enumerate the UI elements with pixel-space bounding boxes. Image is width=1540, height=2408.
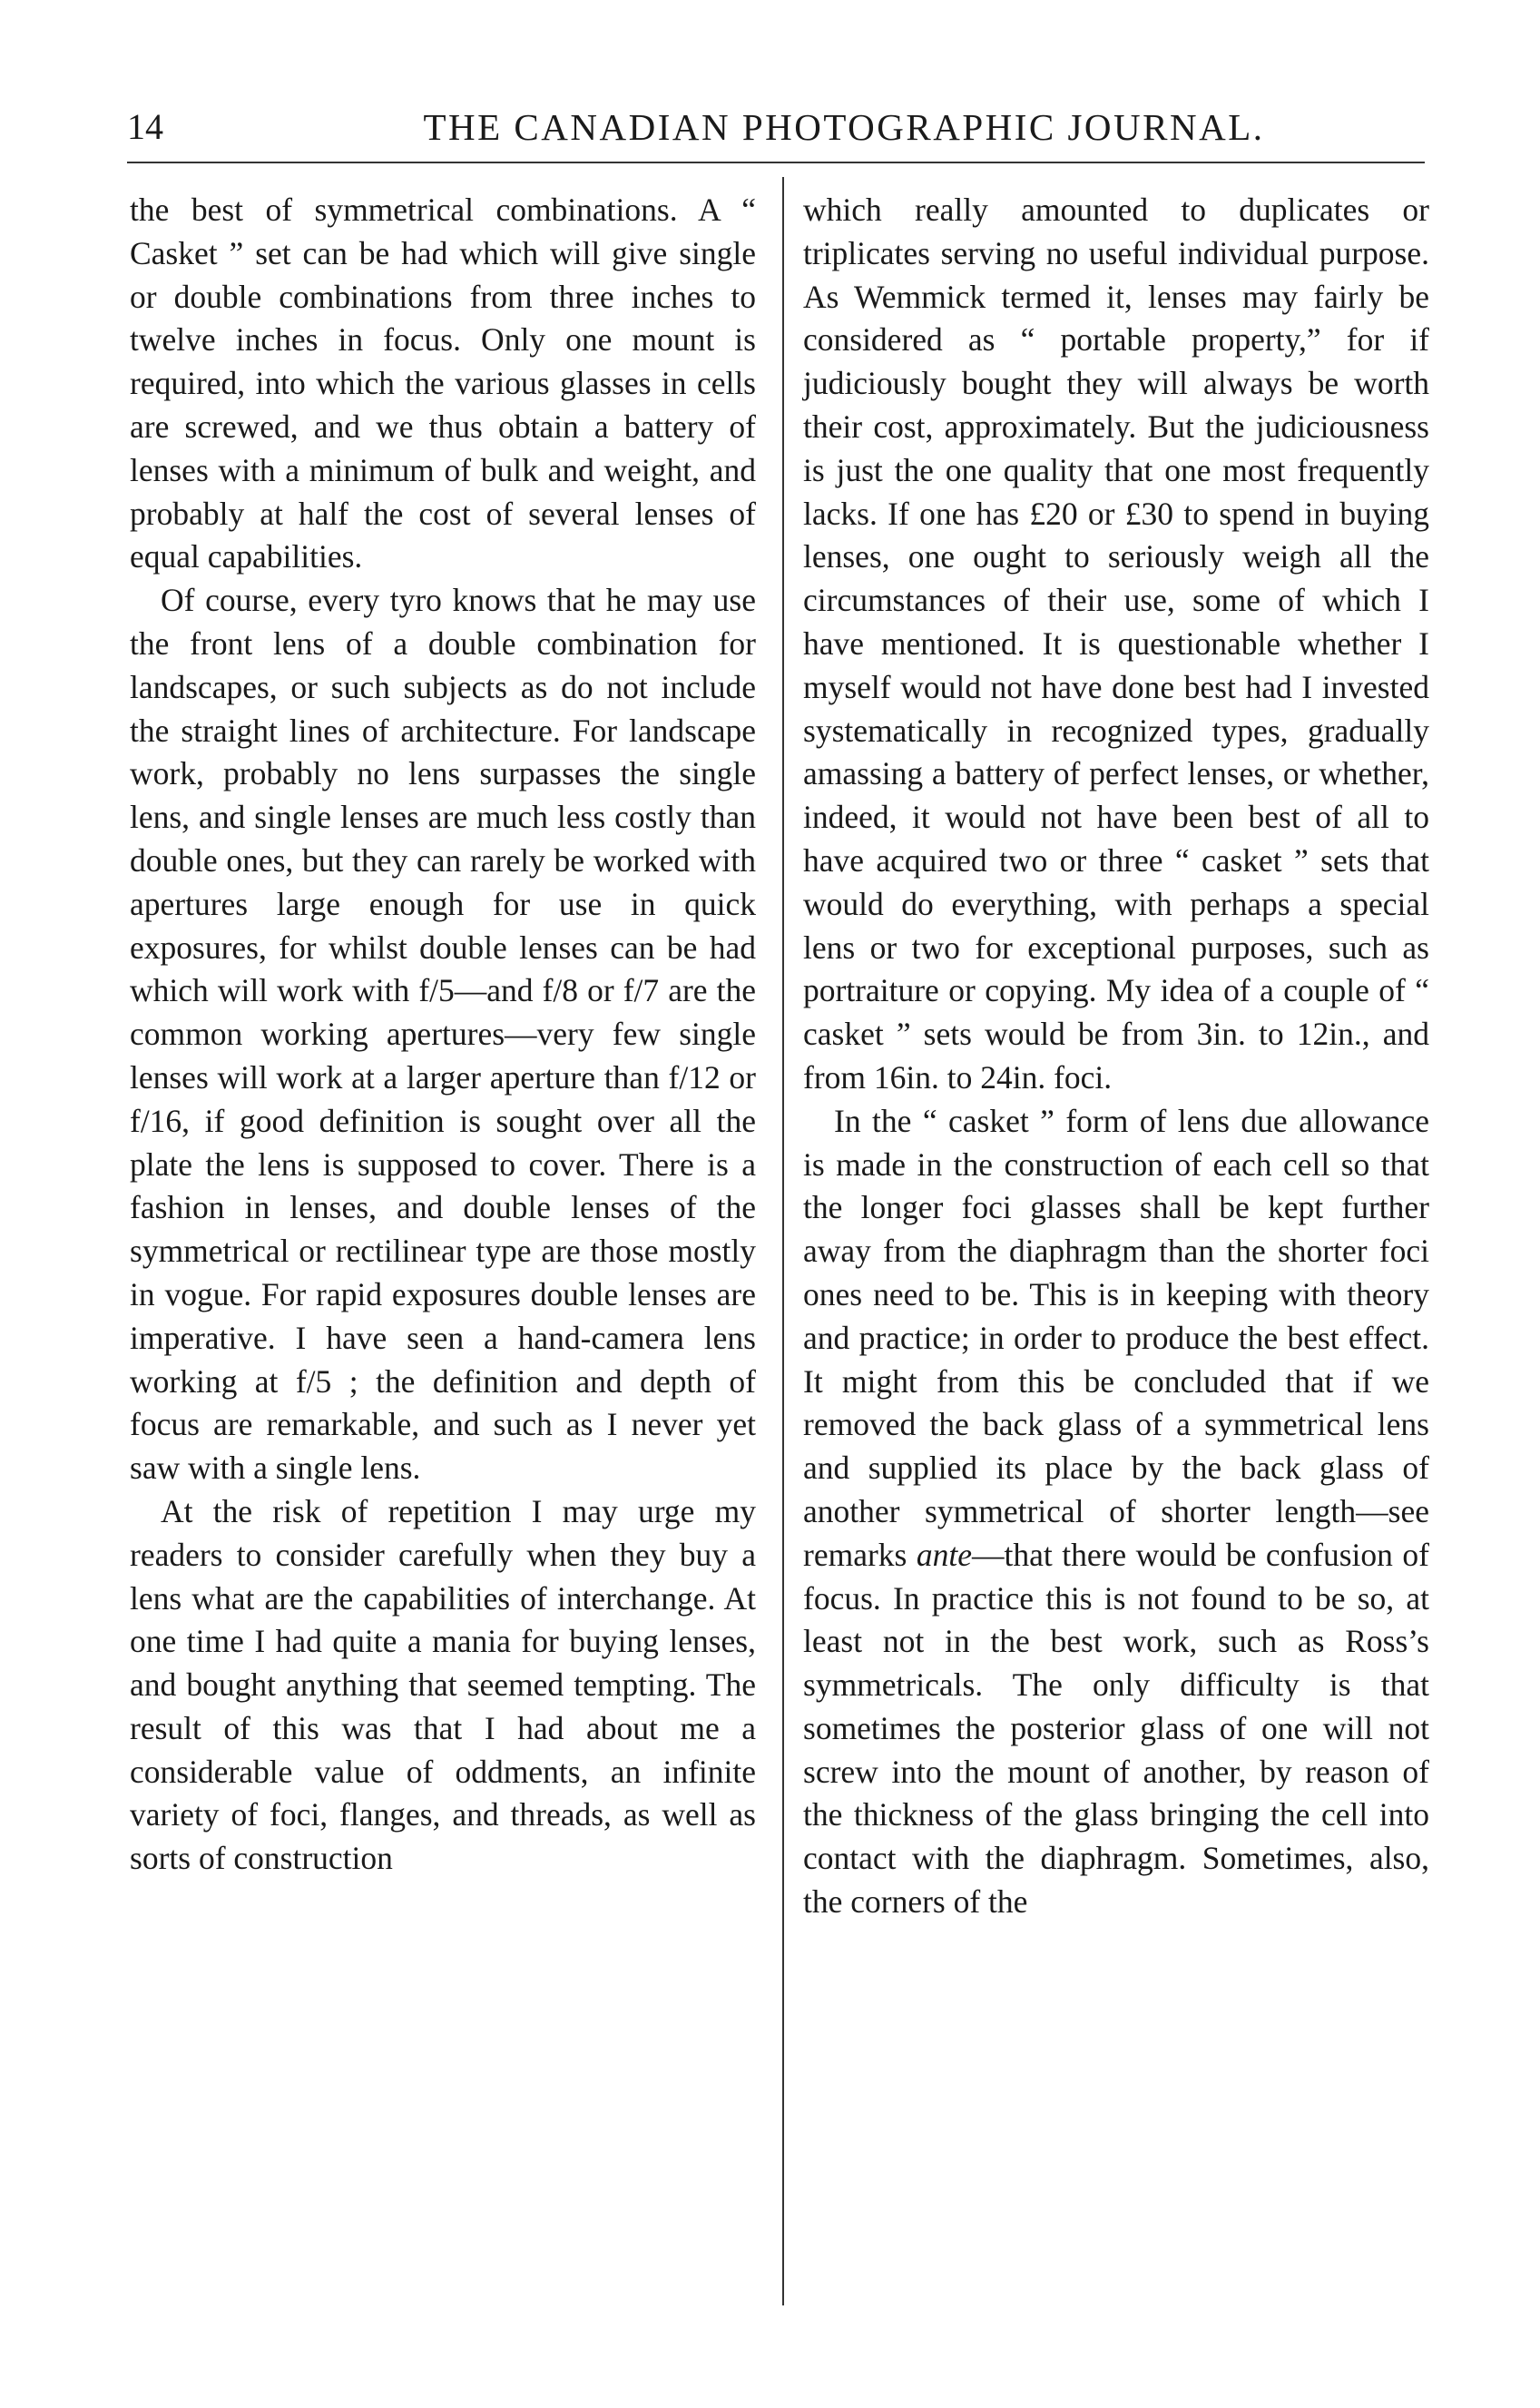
- right-paragraph-2-part-2: —that there would be confusion of focus. In practice this is not found to be so, at least not in the best work, such as Ross’s symmetricals. The only difficulty is that sometimes the posterior glass of one will not screw into the mount of another, by reason of the thickness of the glass bringing the cell into contact with the diaphragm. Sometimes, also, the corners of the: [803, 1536, 1429, 1921]
- italic-word-ante: ante: [916, 1536, 972, 1573]
- left-paragraph-3: At the risk of repetition I may urge my readers to consider carefully when they buy a lens what are the capabilities of interchange. At one time I had quite a mania for buying lenses, and bought anything that seemed tempting. The result of this was that I had about me a considerable value of oddments, an infinite variety of foci, flanges, and threads, as well as sorts of construction: [130, 1492, 756, 1877]
- page-number: 14: [127, 106, 163, 147]
- page-header: [127, 100, 1425, 154]
- right-paragraph-1: which really amounted to duplicates or triplicates serving no useful individual purpose. As Wemmick termed it, lenses may fairly be considered as “ portable property,” for if judiciously bought they will always be worth their cost, approximately. But the judiciousness is just the one quality that one most frequently lacks. If one has £20 or £30 to spend in buying lenses, one ought to seriously weigh all the circumstances of their use, some of which I have mentioned. It is questionable whether I myself would not have done best had I invested systematically in recognized types, gradually amassing a battery of perfect lenses, or whether, indeed, it would not have been best of all to have acquired two or three “ casket ” sets that would do everything, with perhaps a special lens or two for exceptional purposes, such as portraiture or copying. My idea of a couple of “ casket ” sets would be from 3in. to 12in., and from 16in. to 24in. foci.: [803, 192, 1429, 1096]
- right-column: [803, 189, 1429, 1924]
- column-divider: [782, 177, 784, 2305]
- header-rule: [127, 162, 1425, 163]
- left-column: [130, 189, 756, 1881]
- left-paragraph-1: the best of symmetrical combinations. A “ Casket ” set can be had which will give single or double combinations from three inches to twelve inches in focus. Only one mount is required, into which the various glasses in cells are screwed, and we thus obtain a battery of lenses with a minimum of bulk and weight, and probably at half the cost of several lenses of equal capabilities.: [130, 192, 756, 575]
- left-paragraph-2: Of course, every tyro knows that he may use the front lens of a double combination for landscapes, or such subjects as do not include the straight lines of architecture. For landscape work, probably no lens surpasses the single lens, and single lenses are much less costly than double ones, but they can rarely be worked with apertures large enough for use in quick exposures, for whilst double lenses can be had which will work with f/5—and f/8 or f/7 are the common working apertures—very few single lenses will work at a larger aperture than f/12 or f/16, if good definition is sought over all the plate the lens is supposed to cover. There is a fashion in lenses, and double lenses of the symmetrical or rectilinear type are those mostly in vogue. For rapid exposures double lenses are imperative. I have seen a hand-camera lens working at f/5 ; the definition and depth of focus are remarkable, and such as I never yet saw with a single lens.: [130, 582, 756, 1487]
- right-paragraph-2-part-1: In the “ casket ” form of lens due allowance is made in the construction of each cell so that the longer foci glasses shall be kept further away from the diaphragm than the shorter foci ones need to be. This is in keeping with theory and practice; in order to produce the best effect. It might from this be concluded that if we removed the back glass of a symmetrical lens and supplied its place by the back glass of another symmetrical of shorter length—see remarks: [803, 1102, 1429, 1573]
- right-paragraph-2: [803, 1100, 1429, 1924]
- journal-title: THE CANADIAN PHOTOGRAPHIC JOURNAL.: [423, 106, 1265, 148]
